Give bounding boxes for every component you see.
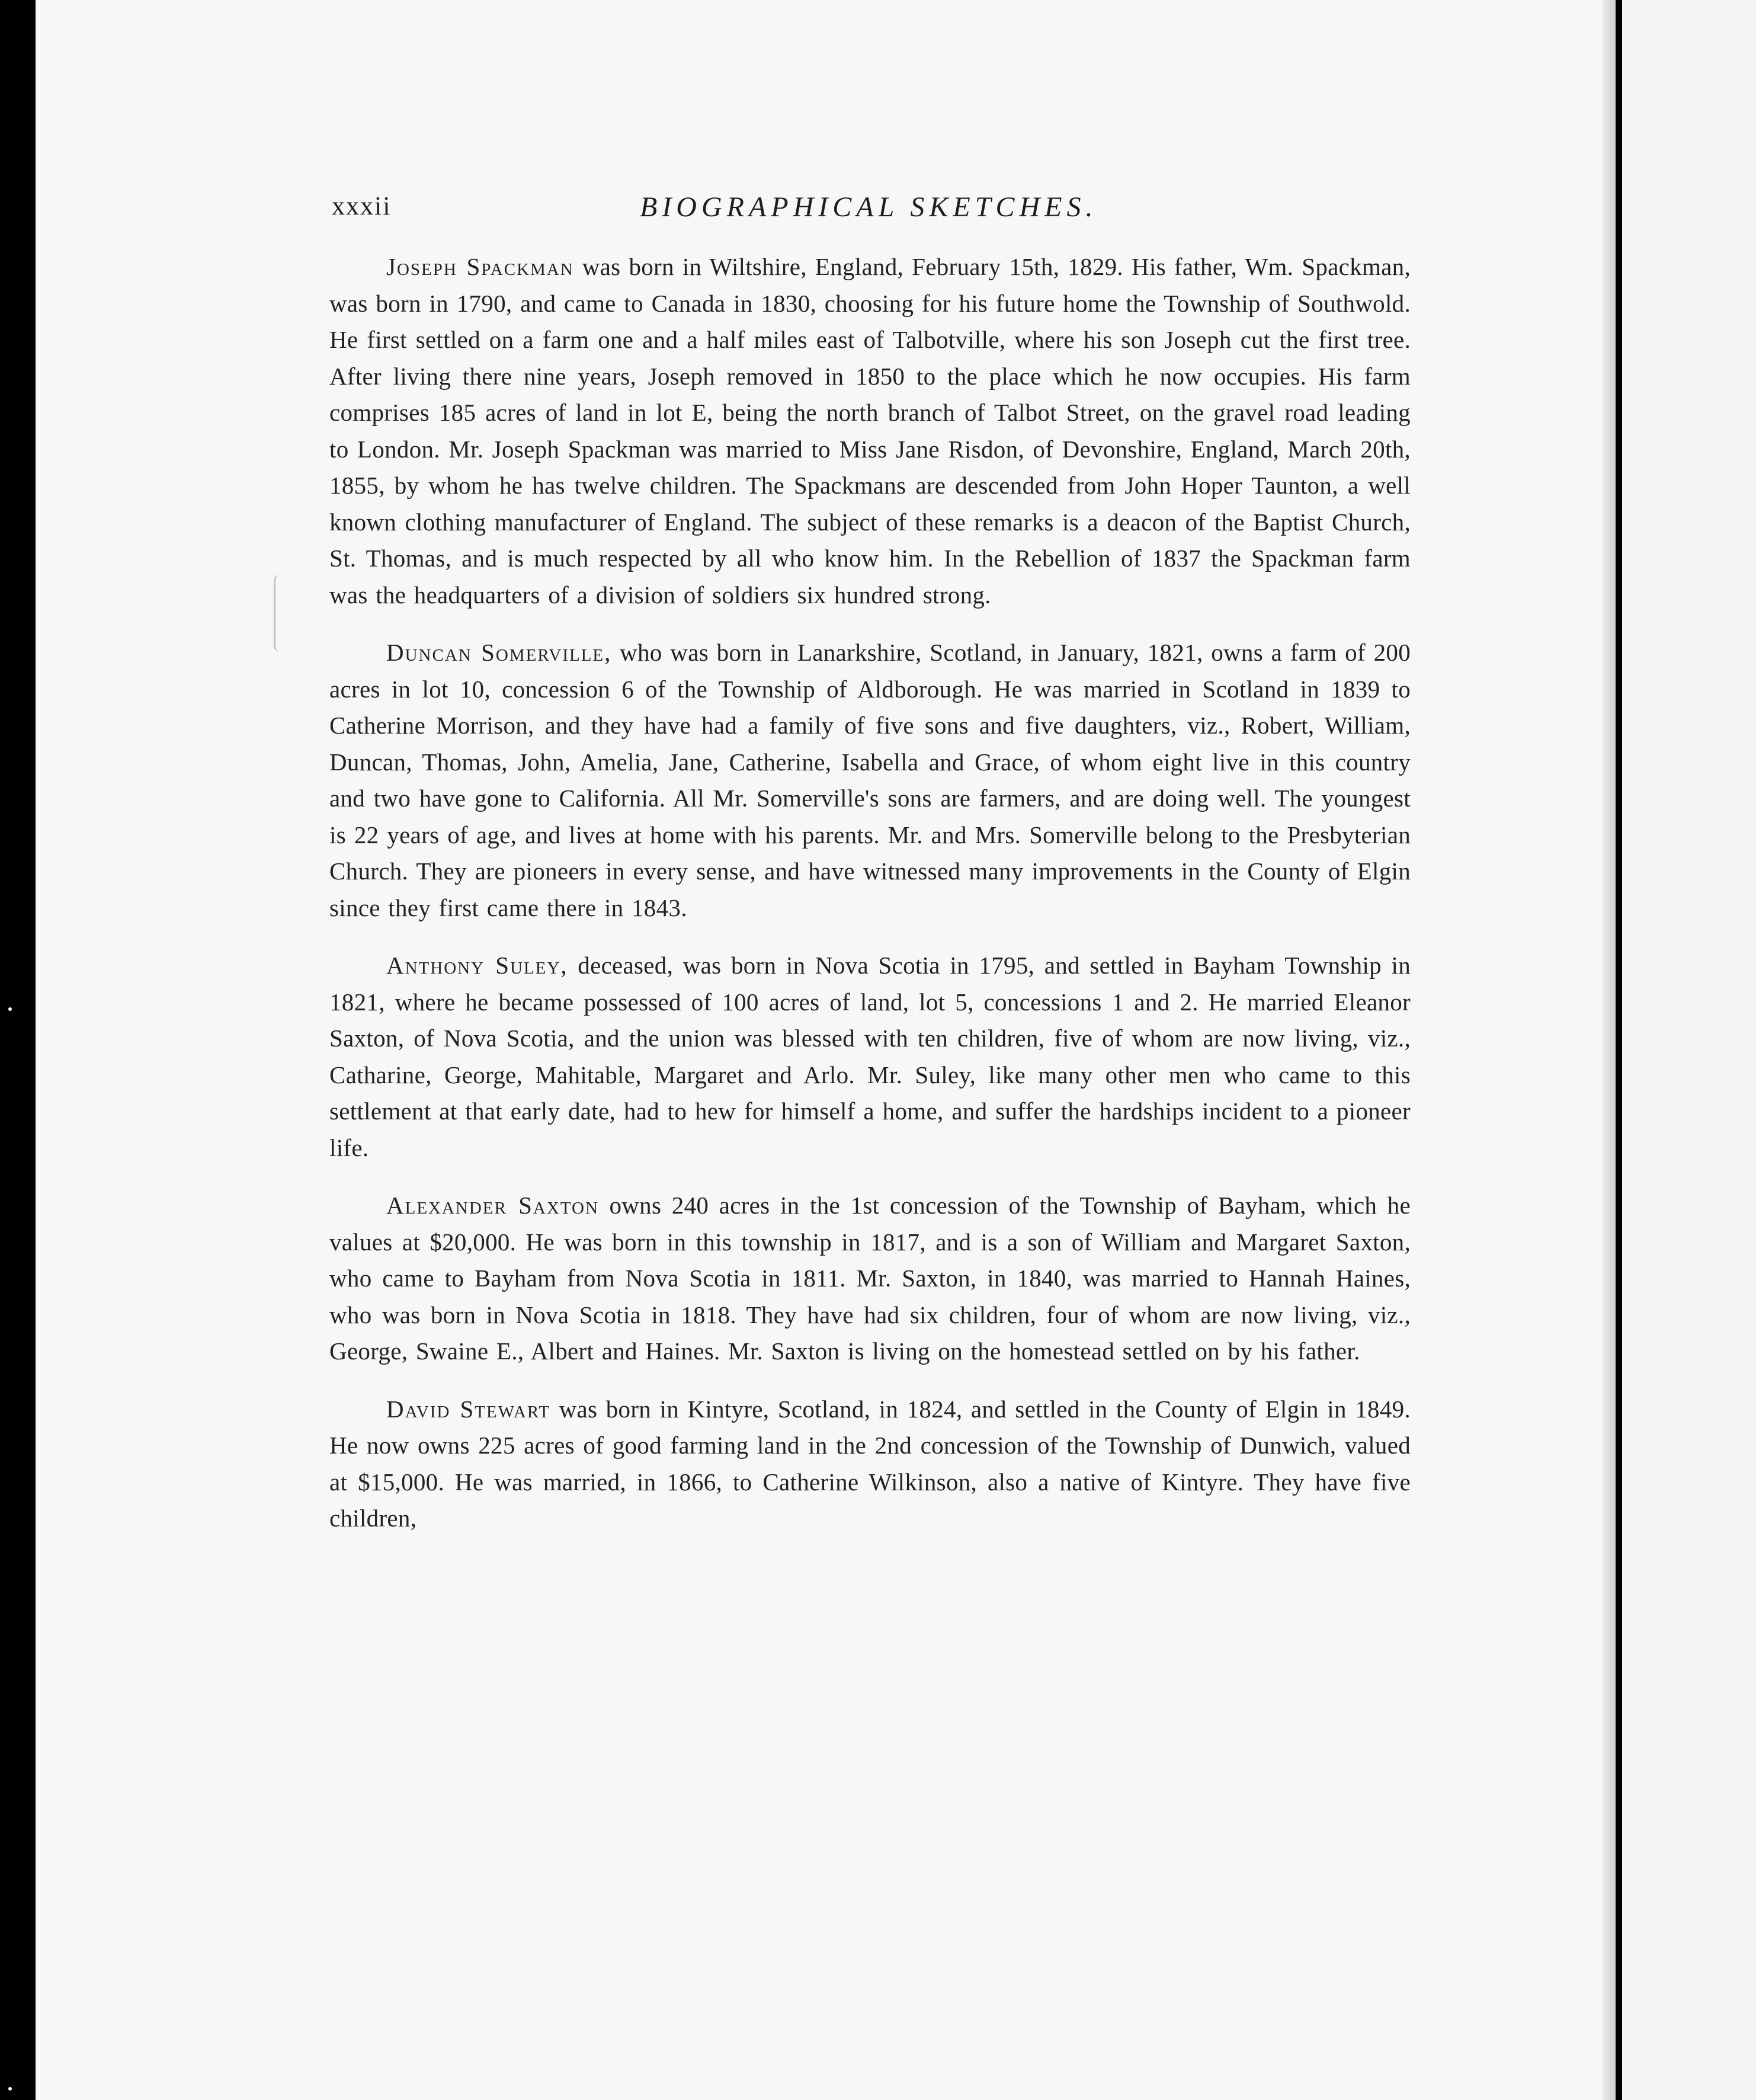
sketch-name: Anthony Suley, [386,952,568,979]
sketches-body [329,249,1411,1558]
scan-speck [8,1007,12,1011]
sketch-name: Joseph Spackman [386,253,574,280]
page-number: xxxii [332,191,392,220]
sketch-text: was born in Wiltshire, England, February 15th, 1829. His father, Wm. Spackman, was born in 1790, and came to Canada in 1830, choosing for his future home the Township of Southwold. He first settled on a farm one and a half miles east of Talbotville, where his son Joseph cut the first tree. After living there nine years, Joseph removed in 1850 to the place which he now occupies. His farm comprises 185 acres of land in lot E, being the north branch of Talbot Street, on the gravel road leading to London. Mr. Joseph Spackman was married to Miss Jane Risdon, of Devonshire, England, March 20th, 1855, by whom he has twelve children. The Spackmans are descended from John Hoper Taunton, a well known clothing manufacturer of England. The subject of these remarks is a deacon of the Baptist Church, St. Thomas, and is much respected by all who know him. In the Rebellion of 1837 the Spackman farm was the headquarters of a division of soldiers six hundred strong. [329,253,1411,609]
sketch-name: David Stewart [386,1395,551,1423]
margin-mark [274,575,286,652]
sketch-paragraph [329,1187,1411,1370]
page-edge-shadow [1603,0,1616,2100]
sketch-text: deceased, was born in Nova Scotia in 1795, and settled in Bayham Township in 1821, where he became possessed of 100 acres of land, lot 5, concessions 1 and 2. He married Eleanor Saxton, of Nova Scotia, and the union was blessed with ten children, five of whom are now living, viz., Catharine, George, Mahitable, Margaret and Arlo. Mr. Suley, like many other men who came to this settlement at that early date, had to hew for himself a home, and suffer the hardships incident to a pioneer life. [329,952,1411,1161]
scan-speck [8,2087,12,2091]
sketch-paragraph [329,1391,1411,1537]
page-title: BIOGRAPHICAL SKETCHES. [640,191,1098,223]
running-head [332,191,1410,226]
facing-page-strip [1622,0,1756,2100]
sketch-text: owns 240 acres in the 1st concession of the Township of Bayham, which he values at $20,000. He was born in this township in 1817, and is a son of William and Margaret Saxton, who came to Bayham from Nova Scotia in 1811. Mr. Saxton, in 1840, was married to Hannah Haines, who was born in Nova Scotia in 1818. They have had six children, four of whom are now living, viz., George, Swaine E., Albert and Haines. Mr. Saxton is living on the homestead settled on by his father. [329,1192,1411,1365]
sketch-name: Alexander Saxton [386,1192,599,1219]
sketch-text: was born in Kintyre, Scotland, in 1824, and settled in the County of Elgin in 1849. He now owns 225 acres of good farming land in the 2nd concession of the Township of Dunwich, valued at $15,000. He was married, in 1866, to Catherine Wilkinson, also a native of Kintyre. They have five children, [329,1395,1411,1532]
sketch-paragraph [329,947,1411,1166]
sketch-name: Duncan Somerville, [386,639,612,666]
sketch-paragraph [329,635,1411,926]
sketch-paragraph [329,249,1411,613]
sketch-text: who was born in Lanarkshire, Scotland, in January, 1821, owns a farm of 200 acres in lot 10, concession 6 of the Township of Aldborough. He was married in Scotland in 1839 to Catherine Morrison, and they have had a family of five sons and five daughters, viz., Robert, William, Duncan, Thomas, John, Amelia, Jane, Catherine, Isabella and Grace, of whom eight live in this country and two have gone to California. All Mr. Somerville's sons are farmers, and are doing well. The youngest is 22 years of age, and lives at home with his parents. Mr. and Mrs. Somerville belong to the Presbyterian Church. They are pioneers in every sense, and have witnessed many improvements in the County of Elgin since they first came there in 1843. [329,639,1411,921]
